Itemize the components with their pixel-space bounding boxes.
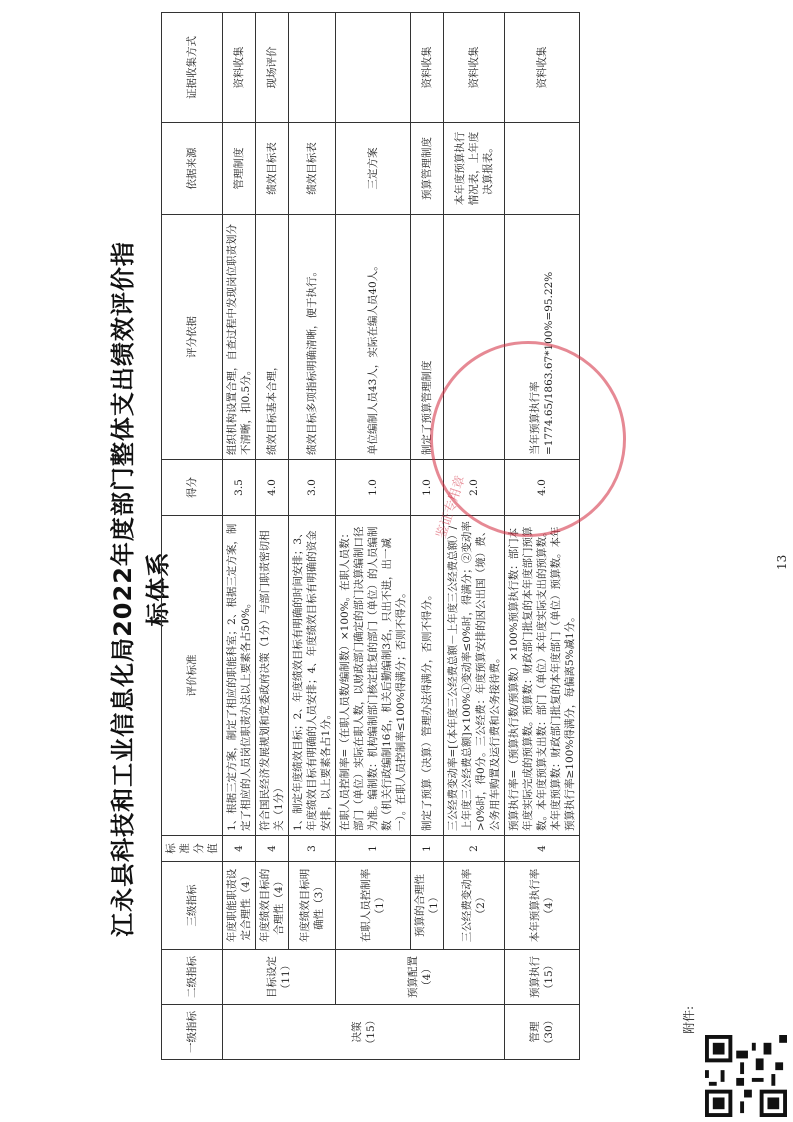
obtained-cell: 4.0 [505,460,580,516]
method-cell [336,13,411,123]
indicator-cell: 预算的合理性（1） [411,862,444,950]
source-cell: 三定方案 [336,123,411,215]
obtained-cell: 4.0 [256,460,289,516]
score-cell: 1 [411,836,444,862]
obtained-cell: 2.0 [444,460,505,516]
attachment-label: 附件: [682,1005,696,1034]
criteria-cell: 符合国民经济发展规划和党委政府决策（1分）与部门职责密切相关（1分） [256,516,289,836]
table-header-row [162,13,223,1060]
method-cell [289,13,336,123]
source-cell: 绩效目标表 [256,123,289,215]
header-method: 证据收集方式 [162,13,223,123]
criteria-cell: 预算执行率=（预算执行数/预算数）×100%预算执行数：部门本年度实际完成的预算数。预算数：财政部门批复的本年度部门预算数。本年度预算支出数：部门（单位）本年度实际支出的预算数。本年度预算数：财政部门批复的本年度部门（单位）预算数。本年预算执行率≥100%得满分，每偏离5%减1分。 [505,516,580,836]
source-cell: 预算管理制度 [411,123,444,215]
basis-cell: 绩效目标基本合理， [256,215,289,460]
criteria-cell: 1、制定年度绩效目标；2、年度绩效目标有明确的时间安排；3、年度绩效目标有明确的人员安排；4、年度绩效目标有明确的资金安排，以上要素各占1分。 [289,516,336,836]
header-criteria: 评价标准 [162,516,223,836]
method-cell: 资料收集 [505,13,580,123]
table-row [444,13,505,1060]
basis-cell: 单位编制人员43人，实际在编人员40人。 [336,215,411,460]
source-cell: 本年度预算执行情况表，上年度决算报表。 [444,123,505,215]
score-cell: 3 [289,836,336,862]
indicator-cell: 年度绩效目标的合理性（4） [256,862,289,950]
source-cell: 绩效目标表 [289,123,336,215]
criteria-cell: 三公经费变动率=[（本年度三公经费总额－上年度三公经费总额）/上年度三公经费总额]×100%①变动率≤0%时，得满分；②变动率>0%时，得0分。三公经费：年度预算安排的因公出国（境）费、公务用车购置及运行费和公务接待费。 [444,516,505,836]
header-source: 依据来源 [162,123,223,215]
score-cell: 4 [256,836,289,862]
table-row [256,13,289,1060]
basis-cell: 组织机构设置合理，自查过程中发现岗位职责划分不清晰，扣0.5分。 [223,215,256,460]
score-cell: 2 [444,836,505,862]
header-level1: 一级指标 [162,1005,223,1060]
indicator-cell: 三公经费变动率（2） [444,862,505,950]
header-obtained: 得分 [162,460,223,516]
obtained-cell: 1.0 [411,460,444,516]
criteria-cell: 制定了预算（决算）管理办法得满分，否则不得分。 [411,516,444,836]
criteria-cell: 在职人员控制率=（在职人员数/编制数）×100%。在职人员数：部门（单位）实际在职人数，以财政部门确定的部门决算编制口径为准。编制数：机构编制部门核定批复的部门（单位）的人员编制数（机关行政编制16名，机关后勤编制3名，只出不进，出一减一）。在职人员控制率≤100%得满分；否则不得分。 [336,516,411,836]
page-title: 江永县科技和工业信息化局2022年度部门整体支出绩效评价指标体系 [109,241,172,937]
seal-text: 鉴证专用章 [434,473,469,541]
header-score: 标准分值 [162,836,223,862]
header-basis: 评分依据 [162,215,223,460]
score-cell: 4 [505,836,580,862]
level1-management: 管理（30） [505,1005,580,1060]
indicator-cell: 年度绩效目标明确性（3） [289,862,336,950]
basis-cell: 绩效目标多项指标明确清晰，便于执行。 [289,215,336,460]
table-row [223,13,256,1060]
level2-budget-alloc: 预算配置（4） [336,950,505,1005]
obtained-cell: 3.5 [223,460,256,516]
basis-cell: 制定了预算管理制度 [411,215,444,460]
qr-code-icon [705,1035,787,1117]
indicator-cell: 在职人员控制率（1） [336,862,411,950]
level2-goal: 目标设定（11） [223,950,336,1005]
source-cell: 管理制度 [223,123,256,215]
obtained-cell: 1.0 [336,460,411,516]
obtained-cell: 3.0 [289,460,336,516]
page-number: 13 [775,554,789,570]
source-cell [505,123,580,215]
method-cell: 资料收集 [444,13,505,123]
level2-budget-exec: 预算执行（15） [505,950,580,1005]
score-cell: 1 [336,836,411,862]
table-row [289,13,336,1060]
method-cell: 现场评价 [256,13,289,123]
criteria-cell: 1、根据三定方案，制定了相应的职能科室；2、根据三定方案，制定了相应的人员岗位职责办法以上要素各占50%。 [223,516,256,836]
basis-cell: 当年预算执行率=1774.65/1863.67*100%=95.22% [505,215,580,460]
header-level3: 三级指标 [162,862,223,950]
method-cell: 资料收集 [223,13,256,123]
header-level2: 二级指标 [162,950,223,1005]
indicator-cell: 本年预算执行率（4） [505,862,580,950]
indicator-cell: 年度职能职责设定合理性（4） [223,862,256,950]
table-row [336,13,411,1060]
method-cell: 资料收集 [411,13,444,123]
score-cell: 4 [223,836,256,862]
level1-decision: 决策（15） [223,1005,505,1060]
